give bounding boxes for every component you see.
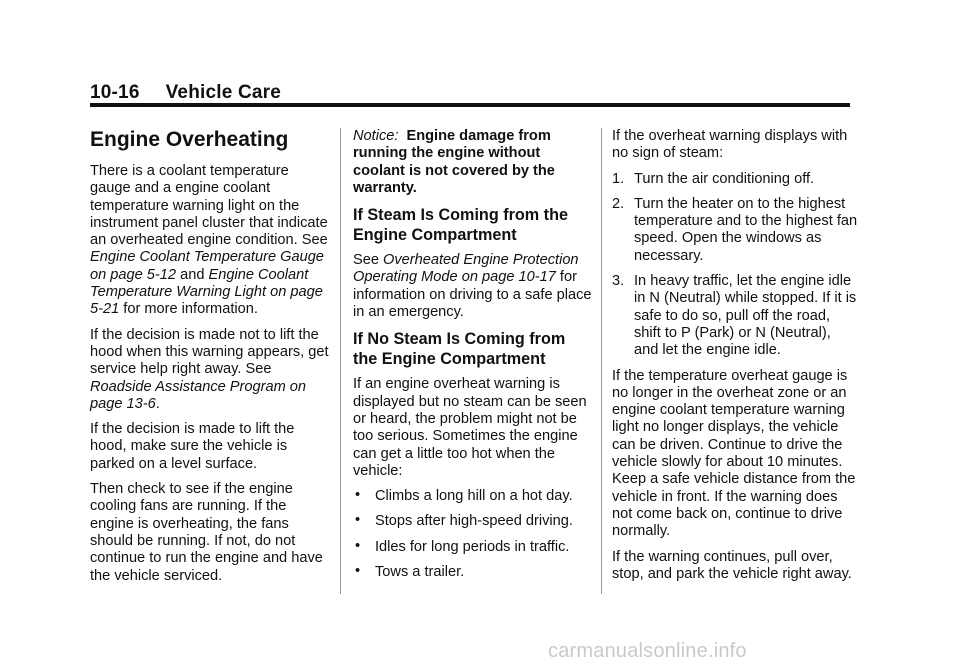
header-rule (90, 103, 850, 107)
list-item: • Idles for long periods in traffic. (355, 537, 570, 555)
bullet-icon: • (355, 487, 361, 504)
bullet-icon: • (355, 563, 361, 580)
paragraph-pull-over: If the warning continues, pull over, stop, and park the vehicle right away. (612, 548, 852, 582)
paragraph-cooling-fans: Then check to see if the engine cooling fans are running. If the engine is overheating, the fans should be running. If not, do not continue to run the engine and have the vehicle serviced. (90, 481, 323, 584)
list-item: • Climbs a long hill on a hot day. (355, 487, 573, 505)
notice: Notice: Engine damage from running the engine without coolant is not covered by the warranty. (353, 128, 555, 196)
page-header (90, 82, 281, 104)
column-divider (601, 128, 602, 594)
column-3 (612, 128, 858, 591)
heading-no-steam: If No Steam Is Coming from the Engine Compartment (353, 330, 566, 369)
paragraph-intro: There is a coolant temperature gauge and a engine coolant temperature warning light on the instrument panel cluster that indicate an overheated engine condition. See Engine Coolant Temperature Gauge on page 5-12 and Engine Coolant Temperature Warning Light on page 5-21 for more information. (90, 163, 328, 318)
paragraph-no-steam: If an engine overheat warning is displayed but no steam can be seen or heard, the problem might not be too serious. Sometimes the engine can get a little too hot when the vehicle: (353, 376, 587, 479)
list-item: • Tows a trailer. (355, 563, 465, 581)
ref-coolant-gauge[interactable]: Engine Coolant Temperature Gauge on page 5-12 (90, 249, 324, 283)
step-item: 3. In heavy traffic, let the engine idle in N (Neutral) while stopped. If it is safe to do so, pull off the road, shift to P (Park) or N (Neutral), and let the engine idle. (612, 273, 857, 359)
column-2 (353, 128, 593, 589)
paragraph-lift-hood: If the decision is made to lift the hood, make sure the vehicle is parked on a level surface. (90, 421, 295, 472)
step-item: 2. Turn the heater on to the highest temperature and to the highest fan speed. Open the windows as necessary. (612, 195, 858, 264)
paragraph-no-lift: If the decision is made not to lift the hood when this warning appears, get service help right away. See Roadside Assistance Program on page 13-6. (90, 326, 329, 412)
column-divider (340, 128, 341, 594)
bullet-icon: • (355, 512, 361, 529)
paragraph-drive-normally: If the temperature overheat gauge is no longer in the overheat zone or an engine coolant temperature warning light no longer displays, the vehicle can be driven. Continue to drive the vehicle slowly for about 10 minutes. Keep a safe vehicle distance from the vehicle in front. If the warning does not come back on, continue to drive normally. (612, 367, 856, 540)
list-item: • Stops after high-speed driving. (355, 512, 573, 530)
ref-coolant-warning-light[interactable]: Engine Coolant Temperature Warning Light on page 5-21 (90, 266, 323, 318)
bullet-list (353, 488, 593, 581)
ref-roadside-assistance[interactable]: Roadside Assistance Program on page 13-6 (90, 378, 307, 412)
page-title: Engine Overheating (90, 128, 289, 151)
page-number: 10-16 (90, 82, 140, 103)
step-list (612, 171, 858, 360)
bullet-icon: • (355, 537, 361, 554)
watermark: carmanualsonline.info (548, 640, 747, 662)
notice-label: Notice: (353, 128, 399, 144)
paragraph-steam: See Overheated Engine Protection Operating Mode on page 10-17 for information on driving to a safe place in an emergency. (353, 252, 592, 321)
section-title: Vehicle Care (165, 82, 282, 103)
step-item: 1. Turn the air conditioning off. (612, 170, 815, 187)
column-1 (90, 128, 330, 593)
ref-protection-mode[interactable]: Overheated Engine Protection Operating Mode on page 10-17 (353, 252, 579, 286)
heading-steam: If Steam Is Coming from the Engine Compartment (353, 206, 568, 245)
paragraph-no-sign-steam: If the overheat warning displays with no sign of steam: (612, 128, 848, 162)
